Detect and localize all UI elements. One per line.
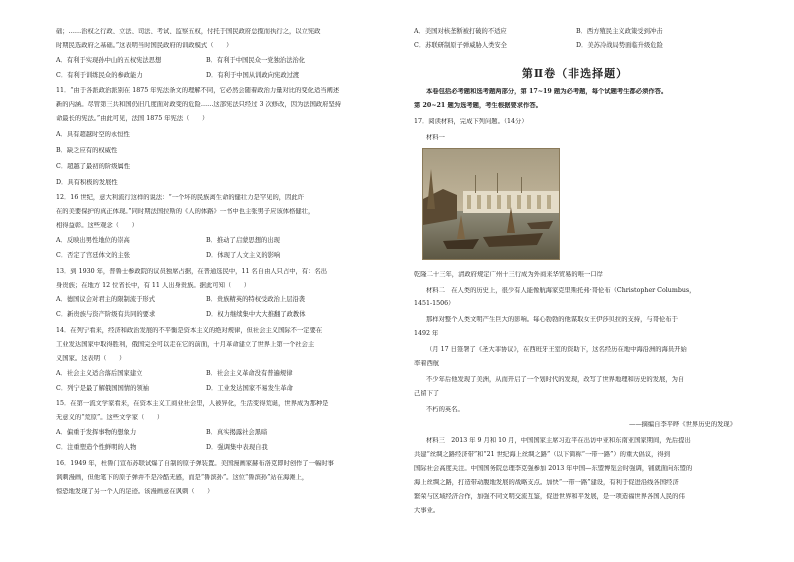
- material-three-line: 材料三 2013 年 9 月和 10 月，中国国家主席习近平在出访中亚和东南亚国家期间，先后提出: [426, 437, 691, 445]
- q17-prompt: 17．阅读材料，完成下列问题。（14分）: [414, 118, 528, 126]
- option-a: A．反映出男性地位的崇高: [56, 237, 130, 245]
- option-d: D．强调集中表现自我: [206, 444, 268, 452]
- option-d: D．权力继续集中大大推翻了政教体: [206, 311, 306, 319]
- material-two-line: 不少年后他发现了美洲，从而开启了一个划时代的发现，改写了世界地理和历史的发展，为自: [426, 375, 685, 383]
- option-c: C．列宁是最了解俄国国情的领袖: [56, 384, 149, 392]
- q11-stem-line: 新的内涵。尽管第三共和国仍旧几度面对政变的危险……这部宪法只经过 3 次修改，因为法国政府坚持: [56, 101, 342, 109]
- option-c: C．否定了宫廷体文的主张: [56, 251, 131, 259]
- option-c: C．苏联研制原子弹威胁人类安全: [414, 41, 507, 49]
- q13-options-row: [56, 296, 356, 304]
- option-c: C．有利于训练民众的参政能力: [56, 71, 143, 79]
- right-column: [414, 28, 736, 514]
- q16-options-row: [414, 42, 736, 50]
- q15-options-row: [56, 444, 356, 452]
- q10-stem-line: 时期民选政府之基础。”这表明当时国民政府的训政模式（ ）: [56, 41, 233, 49]
- material-two-line: 不朽的英名。: [426, 405, 464, 413]
- q15-stem-line: 15．在第一流文学家看来，在资本主义工商业社会里，人被异化，生活变得荒诞，世界成为那种是: [56, 400, 329, 408]
- q12-stem-line: 在的美要保护的真正体现。”同时期法国拉斯的《人的体路》一书中也主张男子应该体格健壮，: [56, 208, 315, 216]
- q14-stem-line: 工业发达国家中取得胜利，俄国完全可以走在它的前面，十月革命建立了世界上第一个社会主: [56, 341, 315, 349]
- q11-stem-line: 11．“由于各派政治派别在 1875 年宪法条文的理解不同，它必然会随着政治力量对比的变化适当阐述: [56, 87, 340, 95]
- option-b: B．缺乏应有的权威性: [56, 146, 118, 154]
- q16-stem-line: 讽刺漫画，但他笔下的原子弹并不是冷酷无感，而是“鲁滨孙”。这位“鲁滨孙”站在海滩上，: [56, 473, 309, 481]
- option-a: A．具有超越时空的永恒性: [56, 131, 130, 139]
- q16-stem-line: 16．1949 年，杜鲁门宣布苏联试爆了自制的原子弹装置。美国漫画家赫布洛克即时创作了一幅时事: [56, 459, 334, 467]
- option-d: D．具有积极的发展性: [56, 178, 118, 186]
- part-two-title: 第Ⅱ卷（非选择题）: [521, 66, 629, 80]
- q16-stem-line: 惊恐地发现了另一个人的足迹。该漫画意在讽刺（ ）: [56, 487, 214, 495]
- material-two-line: 1492 年: [414, 330, 439, 338]
- option-b: B．贵族精英的特权受政治上层沿袭: [206, 296, 306, 304]
- option-a: A．有利于实现孙中山的五权宪法思想: [56, 56, 162, 64]
- material-two-line: 1451-1506）: [414, 300, 455, 308]
- material-three-line: 共建“丝绸之路经济带”和“21 世纪海上丝绸之路”（以下简称“一带一路”）的重大倡议，得到: [414, 451, 671, 459]
- q15-stem-line: 无意义的“荒原”。这些文学家（ ）: [56, 414, 164, 422]
- option-c: C．注重塑造个性鲜明的人物: [56, 444, 137, 452]
- material-two-line: 己留下了: [414, 389, 440, 397]
- painting-caption: 乾隆二十三年，清政府规定广州十三行成为外商来华贸易的唯一口岸: [414, 270, 603, 278]
- material-two-source: ——摘编自李平晔《世界历史的发现》: [628, 421, 736, 429]
- q12-options-row: [56, 252, 356, 260]
- option-a: A．美国对核垄断被打破的不适应: [414, 28, 507, 35]
- q13-stem-line: 13．到 1930 年，普鲁士参政院的议员独席占据，在普通选民中，11 名自由人只占中，有：名出: [56, 267, 328, 275]
- material-three-line: 海上丝绸之路，打造带动腹地发展的战略支点。加快“一带一路”建设，有利于促进沿线各国经济: [414, 478, 679, 486]
- option-a: A．德国议会对君主的限制流于形式: [56, 296, 156, 304]
- material-two-line: 那样对整个人类文明产生巨大的影响。每心勃勃的他谋取女王伊莎贝拉的支持，与哥伦布于: [426, 316, 678, 324]
- q14-stem-line: 14．在列宁看来，经济和政治发展的不平衡是资本主义的绝对规律，但社会主义国际不一定要在: [56, 327, 323, 335]
- q10-options-row: [56, 72, 356, 80]
- material-two-line: 材料二 在人类的历史上，很少有人能像航海家克里斯托弗·哥伦布（Christopher Columbus，: [426, 286, 696, 294]
- part-two-note: 本卷包括必考题和选考题两部分，第 17~19 题为必考题，每个试题考生都必须作答。: [426, 88, 668, 96]
- material-one-label: 材料一: [426, 134, 445, 142]
- material-three-line: 繁荣与区域经济合作，加强不同文明交流互鉴，促进世界和平发展，是一项造福世界各国人民的伟: [414, 492, 685, 500]
- option-a: A．偏重于发挥事物的想象力: [56, 429, 137, 437]
- option-c: C．超越了最初的阶级属性: [56, 162, 131, 170]
- option-b: B．推动了启蒙思想的出现: [206, 237, 280, 245]
- q13-stem-line: 身贵族；在地方 12 位省长中，有 11 人出身贵族。据此可知（ ）: [56, 281, 251, 289]
- q14-options-row: [56, 385, 356, 393]
- q11-stem-line: 命最长的宪法。”由此可见，法国 1875 年宪法（ ）: [56, 115, 209, 123]
- option-d: D．工业发达国家不易发生革命: [206, 384, 293, 392]
- part-two-note: 第 20~21 题为选考题，考生根据要求作答。: [414, 102, 542, 110]
- option-d: D．体现了人文主义的影响: [206, 251, 281, 259]
- option-b: B．真实揭露社会黑暗: [206, 429, 268, 437]
- option-a: A．社会主义适合落后国家建立: [56, 369, 143, 377]
- q13-options-row: [56, 311, 356, 319]
- material-two-line: （月 17 日签署了《圣大菲协议》，在西班牙王室的资助下，这名经历在地中海沿洲的海员开始: [426, 346, 687, 354]
- option-c: C．新贵族与资产阶级有共同的要求: [56, 311, 156, 319]
- option-b: B．社会主义革命没有普遍规律: [206, 369, 293, 377]
- q10-options-row: [56, 57, 356, 65]
- material-three-line: 大事业。: [414, 506, 440, 514]
- material-two-line: 率着西航: [414, 359, 440, 367]
- option-d: D．有利于中国从训政向宪政过渡: [206, 71, 300, 79]
- option-b: B．西方殖民主义政策受到冲击: [576, 28, 663, 35]
- q16-options-row: [414, 28, 736, 36]
- q10-stem-line: 础；……治权之行政、立法、司法、考试、监察五权，付托于国民政府总揽而执行之，以立宪政: [56, 28, 321, 35]
- q12-options-row: [56, 237, 356, 245]
- q14-stem-line: 义国家。这表明（ ）: [56, 354, 126, 362]
- material-three-line: 国际社会高度关注。中国国务院总理李克强参加 2013 年中国—东盟博览会时强调，铺就面向东盟的: [414, 464, 693, 472]
- option-b: B．有利于中国民众一党独治法治化: [206, 56, 306, 64]
- left-column: [56, 28, 356, 496]
- q15-options-row: [56, 429, 356, 437]
- q12-stem-line: 12．16 世纪，意大利流行这样的说法：“一个坏的民族离生命的健壮力是罕见的，因此许: [56, 194, 304, 202]
- option-d: D．美苏冷战局势面临升级危险: [576, 41, 663, 49]
- canton-thirteen-hongs-painting: [422, 148, 560, 260]
- q12-stem-line: 相得益彰。这些观念（ ）: [56, 222, 138, 230]
- q14-options-row: [56, 370, 356, 378]
